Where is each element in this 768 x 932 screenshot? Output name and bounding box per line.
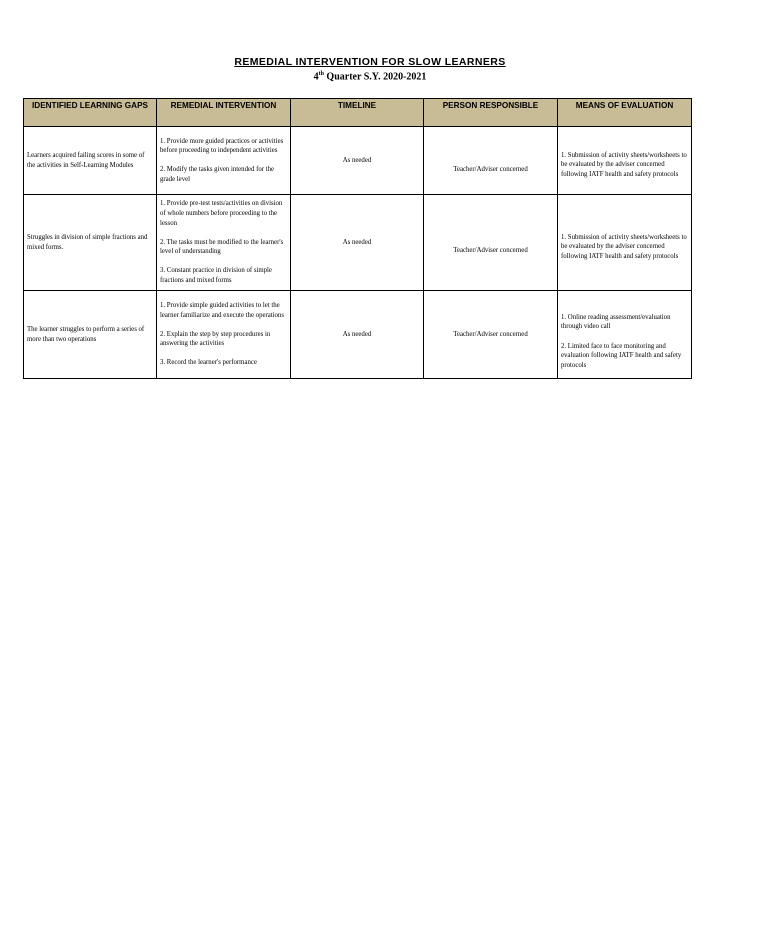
- evaluation-item: 2. Limited face to face monitoring and evaluation following IATF health and safety protocols: [561, 342, 682, 369]
- intervention-item: 1. Provide pre-test tests/activities on division of whole numbers before proceeding to the lesson: [160, 200, 283, 227]
- document-title: REMEDIAL INTERVENTION FOR SLOW LEARNERS: [234, 56, 506, 68]
- cell-evaluation: [558, 127, 692, 195]
- intervention-item: 2. Modify the tasks given intended for the grade level: [160, 166, 275, 183]
- intervention-item: 3. Constant practice in division of simple fractions and mixed forms: [160, 267, 272, 285]
- header-timeline: TIMELINE: [291, 99, 424, 127]
- subtitle-superscript: th: [318, 71, 324, 77]
- subtitle-number: 4: [313, 71, 319, 83]
- cell-person-responsible: Teacher/Adviser concerned: [424, 195, 558, 291]
- table-row: [24, 195, 692, 291]
- evaluation-item: 1. Submission of activity sheets/worksheets to be evaluated by the adviser concerned following IATF health and safety protocols: [561, 151, 687, 178]
- cell-timeline: As needed: [291, 195, 424, 291]
- evaluation-item: 1. Online reading assessment/evaluation through video call: [561, 313, 671, 331]
- table-row: [24, 127, 692, 195]
- evaluation-item: 1. Submission of activity sheets/worksheets to be evaluated by the adviser concerned following IATF health and safety protocols: [561, 233, 687, 260]
- header-means-of-evaluation: MEANS OF EVALUATION: [558, 99, 692, 127]
- cell-learning-gap: Learners acquired failing scores in some of the activities in Self-Learning Modules: [24, 127, 157, 195]
- cell-timeline: As needed: [291, 127, 424, 195]
- cell-timeline: As needed: [291, 291, 424, 379]
- intervention-table: [23, 98, 692, 379]
- intervention-item: 3. Record the learner's performance: [160, 359, 257, 367]
- cell-learning-gap: Struggles in division of simple fractions and mixed forms.: [24, 195, 157, 291]
- cell-evaluation: [558, 291, 692, 379]
- header-person-responsible: PERSON RESPONSIBLE: [424, 99, 558, 127]
- document-subtitle: [0, 71, 740, 82]
- intervention-item: 2. Explain the step by step procedures in answering the activities: [160, 330, 271, 348]
- cell-intervention: [157, 195, 291, 291]
- header-remedial-intervention: REMEDIAL INTERVENTION: [157, 99, 291, 127]
- cell-person-responsible: Teacher/Adviser concerned: [424, 127, 558, 195]
- cell-person-responsible: Teacher/Adviser concerned: [424, 291, 558, 379]
- intervention-item: 1. Provide more guided practices or activities before proceeding to independent activities: [160, 137, 284, 155]
- table-row: [24, 291, 692, 379]
- cell-intervention: [157, 127, 291, 195]
- intervention-item: 1. Provide simple guided activities to let the learner familiarize and execute the operations: [160, 301, 284, 319]
- subtitle-text: Quarter S.Y. 2020-2021: [323, 71, 427, 83]
- header-learning-gaps: IDENTIFIED LEARNING GAPS: [24, 99, 157, 127]
- cell-evaluation: [558, 195, 692, 291]
- intervention-item: 2. The tasks must be modified to the learner's level of understanding: [160, 238, 284, 256]
- table-header-row: [24, 99, 692, 127]
- cell-intervention: [157, 291, 291, 379]
- cell-learning-gap: The learner struggles to perform a series of more than two operations: [24, 291, 157, 379]
